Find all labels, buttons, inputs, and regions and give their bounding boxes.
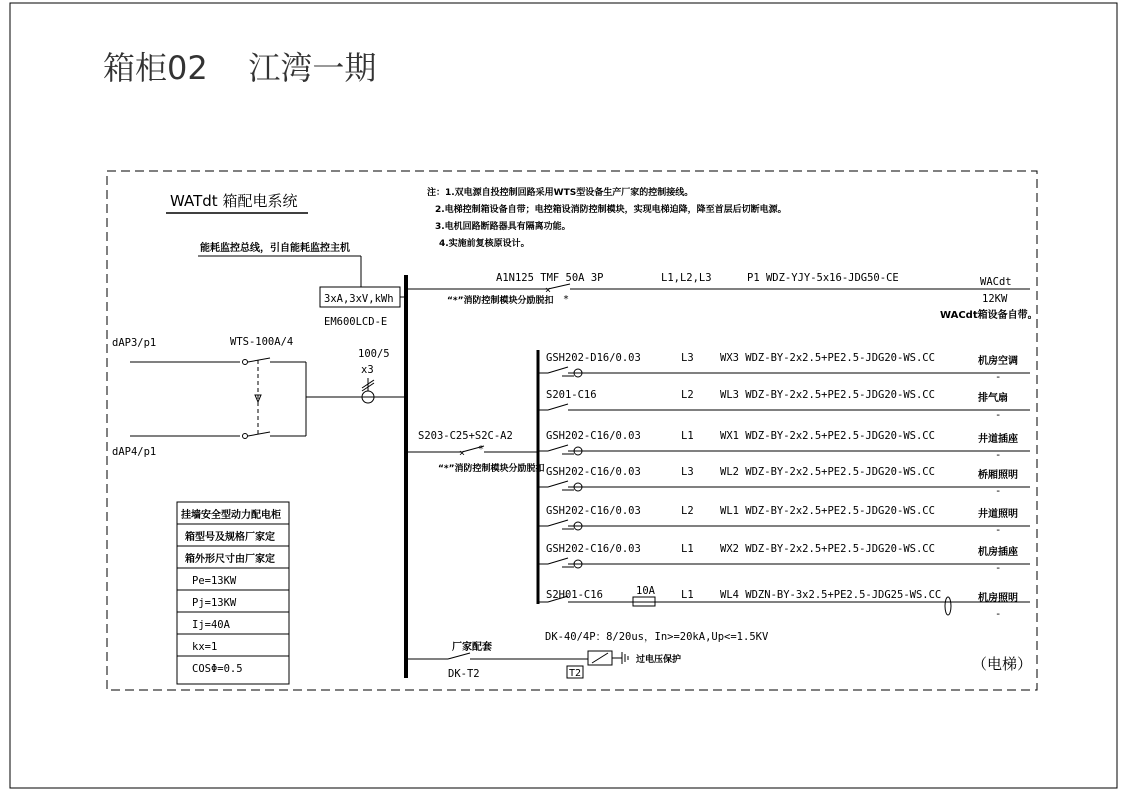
note-1: 注：1.双电源自投控制回路采用WTS型设备生产厂家的控制接线。 (427, 188, 694, 198)
circuit-load: 井道照明 (978, 509, 1018, 520)
sub-breaker-symbol (406, 444, 538, 459)
circuit-power: - (995, 409, 1002, 421)
circuit-phase: L1 (681, 430, 694, 442)
table-row: Ij=40A (192, 619, 230, 631)
circuit-cable: WL3 WDZ-BY-2x2.5+PE2.5-JDG20-WS.CC (720, 389, 935, 401)
circuit-cable: WL1 WDZ-BY-2x2.5+PE2.5-JDG20-WS.CC (720, 505, 935, 517)
table-row: kx=1 (192, 641, 218, 653)
spd-breaker: DK-T2 (448, 668, 480, 680)
fire-note-1: “*”消防控制模块分励脱扣 (447, 296, 554, 306)
table-row: 挂墙安全型动力配电柜 (181, 510, 281, 521)
ct-ratio: 100/5 (358, 348, 390, 360)
circuit-7 (538, 585, 1030, 620)
circuit-load: 机房照明 (978, 593, 1018, 604)
circuit-cable: WL2 WDZ-BY-2x2.5+PE2.5-JDG20-WS.CC (720, 466, 935, 478)
source-2-label: dAP4/p1 (112, 446, 157, 458)
note-2: 2.电梯控制箱设备自带；电控箱设消防控制模块，实现电梯迫降，降至首层后切断电源。 (435, 205, 787, 215)
page-title: 箱柜02 江湾一期 (103, 49, 377, 87)
ats-label: WTS-100A/4 (230, 336, 294, 348)
fire-note-2: “*”消防控制模块分励脱扣 (438, 464, 545, 474)
circuit-breaker: GSH202-C16/0.03 (546, 466, 641, 478)
circuit-3 (538, 430, 1030, 461)
circuit-power: - (995, 562, 1002, 574)
circuit-cable: WX2 WDZ-BY-2x2.5+PE2.5-JDG20-WS.CC (720, 543, 935, 555)
spd-spec: DK-40/4P：8/20us，In>=20kA,Up<=1.5KV (545, 631, 769, 643)
circuit-6 (538, 543, 1030, 574)
circuit-phase: L3 (681, 352, 694, 364)
circuit-load: 排气扇 (978, 393, 1008, 404)
circuit-power: - (995, 449, 1002, 461)
circuit-load: 井道插座 (978, 434, 1018, 445)
svg-text:*: * (563, 294, 570, 305)
circuit-breaker: GSH202-D16/0.03 (546, 352, 641, 364)
spd-symbol (406, 651, 628, 678)
circuits (538, 352, 1030, 620)
circuit-phase: L3 (681, 466, 694, 478)
circuit-5 (538, 505, 1030, 536)
elevator-note: （电梯） (972, 655, 1033, 673)
ats-switch (243, 358, 407, 439)
circuit-breaker: S201-C16 (546, 389, 597, 401)
spd-label: 过电压保护 (636, 655, 682, 665)
circuit-power: - (995, 371, 1002, 383)
circuit-phase: L1 (681, 589, 694, 601)
circuit-load: 机房空调 (978, 356, 1018, 367)
table-row: 箱外形尺寸由厂家定 (185, 554, 275, 565)
svg-text:×: × (459, 448, 466, 459)
spd-class: T2 (569, 668, 582, 679)
circuit-phase: L1 (681, 543, 694, 555)
sub-breaker-label: S203-C25+S2C-A2 (418, 430, 513, 442)
ct-count: x3 (361, 364, 374, 376)
table-row: COSΦ=0.5 (192, 663, 243, 675)
circuit-power: - (995, 524, 1002, 536)
circuit-power: - (995, 608, 1002, 620)
circuit-power: - (995, 485, 1002, 497)
main-breaker: A1N125 TMF 50A 3P (496, 272, 604, 284)
note-3: 3.电机回路断路器具有隔离功能。 (435, 222, 571, 232)
cabinet-info-table (177, 502, 289, 684)
circuit-cable: WX3 WDZ-BY-2x2.5+PE2.5-JDG20-WS.CC (720, 352, 935, 364)
circuit-1 (538, 352, 1030, 383)
circuit-phase: L2 (681, 505, 694, 517)
circuit-4 (538, 466, 1030, 497)
circuit-cable: WL4 WDZN-BY-3x2.5+PE2.5-JDG25-WS.CC (720, 589, 942, 601)
table-row: Pj=13KW (192, 597, 237, 609)
svg-text:×: × (545, 285, 552, 296)
system-title: WATdt 箱配电系统 (170, 192, 298, 210)
source-1-label: dAP3/p1 (112, 337, 157, 349)
energy-bus-note: 能耗监控总线，引自能耗监控主机 (200, 243, 350, 254)
circuit-breaker: GSH202-C16/0.03 (546, 543, 641, 555)
circuit-breaker: GSH202-C16/0.03 (546, 505, 641, 517)
table-row: Pe=13KW (192, 575, 237, 587)
main-note: WACdt箱设备自带。 (940, 310, 1038, 321)
circuit-breaker: S2H01-C16 (546, 589, 603, 601)
circuit-cable: WX1 WDZ-BY-2x2.5+PE2.5-JDG20-WS.CC (720, 430, 935, 442)
circuit-phase: L2 (681, 389, 694, 401)
meter-label: 3xA,3xV,kWh (324, 293, 394, 305)
table-row: 箱型号及规格厂家定 (185, 532, 275, 543)
meter-model: EM600LCD-E (324, 316, 388, 328)
main-cable: P1 WDZ-YJY-5x16-JDG50-CE (747, 272, 899, 284)
note-4: 4.实施前复核原设计。 (439, 239, 530, 249)
circuit-load: 桥厢照明 (978, 470, 1018, 481)
circuit-load: 机房插座 (978, 547, 1018, 558)
main-phase: L1,L2,L3 (661, 272, 712, 284)
main-dest: WACdt (980, 276, 1012, 288)
circuit-breaker: GSH202-C16/0.03 (546, 430, 641, 442)
circuit-2 (538, 389, 1030, 421)
ct-symbol (362, 378, 374, 403)
main-power: 12KW (982, 293, 1008, 305)
spd-vendor: 厂家配套 (452, 642, 492, 653)
circuit-fuse: 10A (636, 585, 655, 597)
svg-text:*: * (478, 444, 485, 455)
